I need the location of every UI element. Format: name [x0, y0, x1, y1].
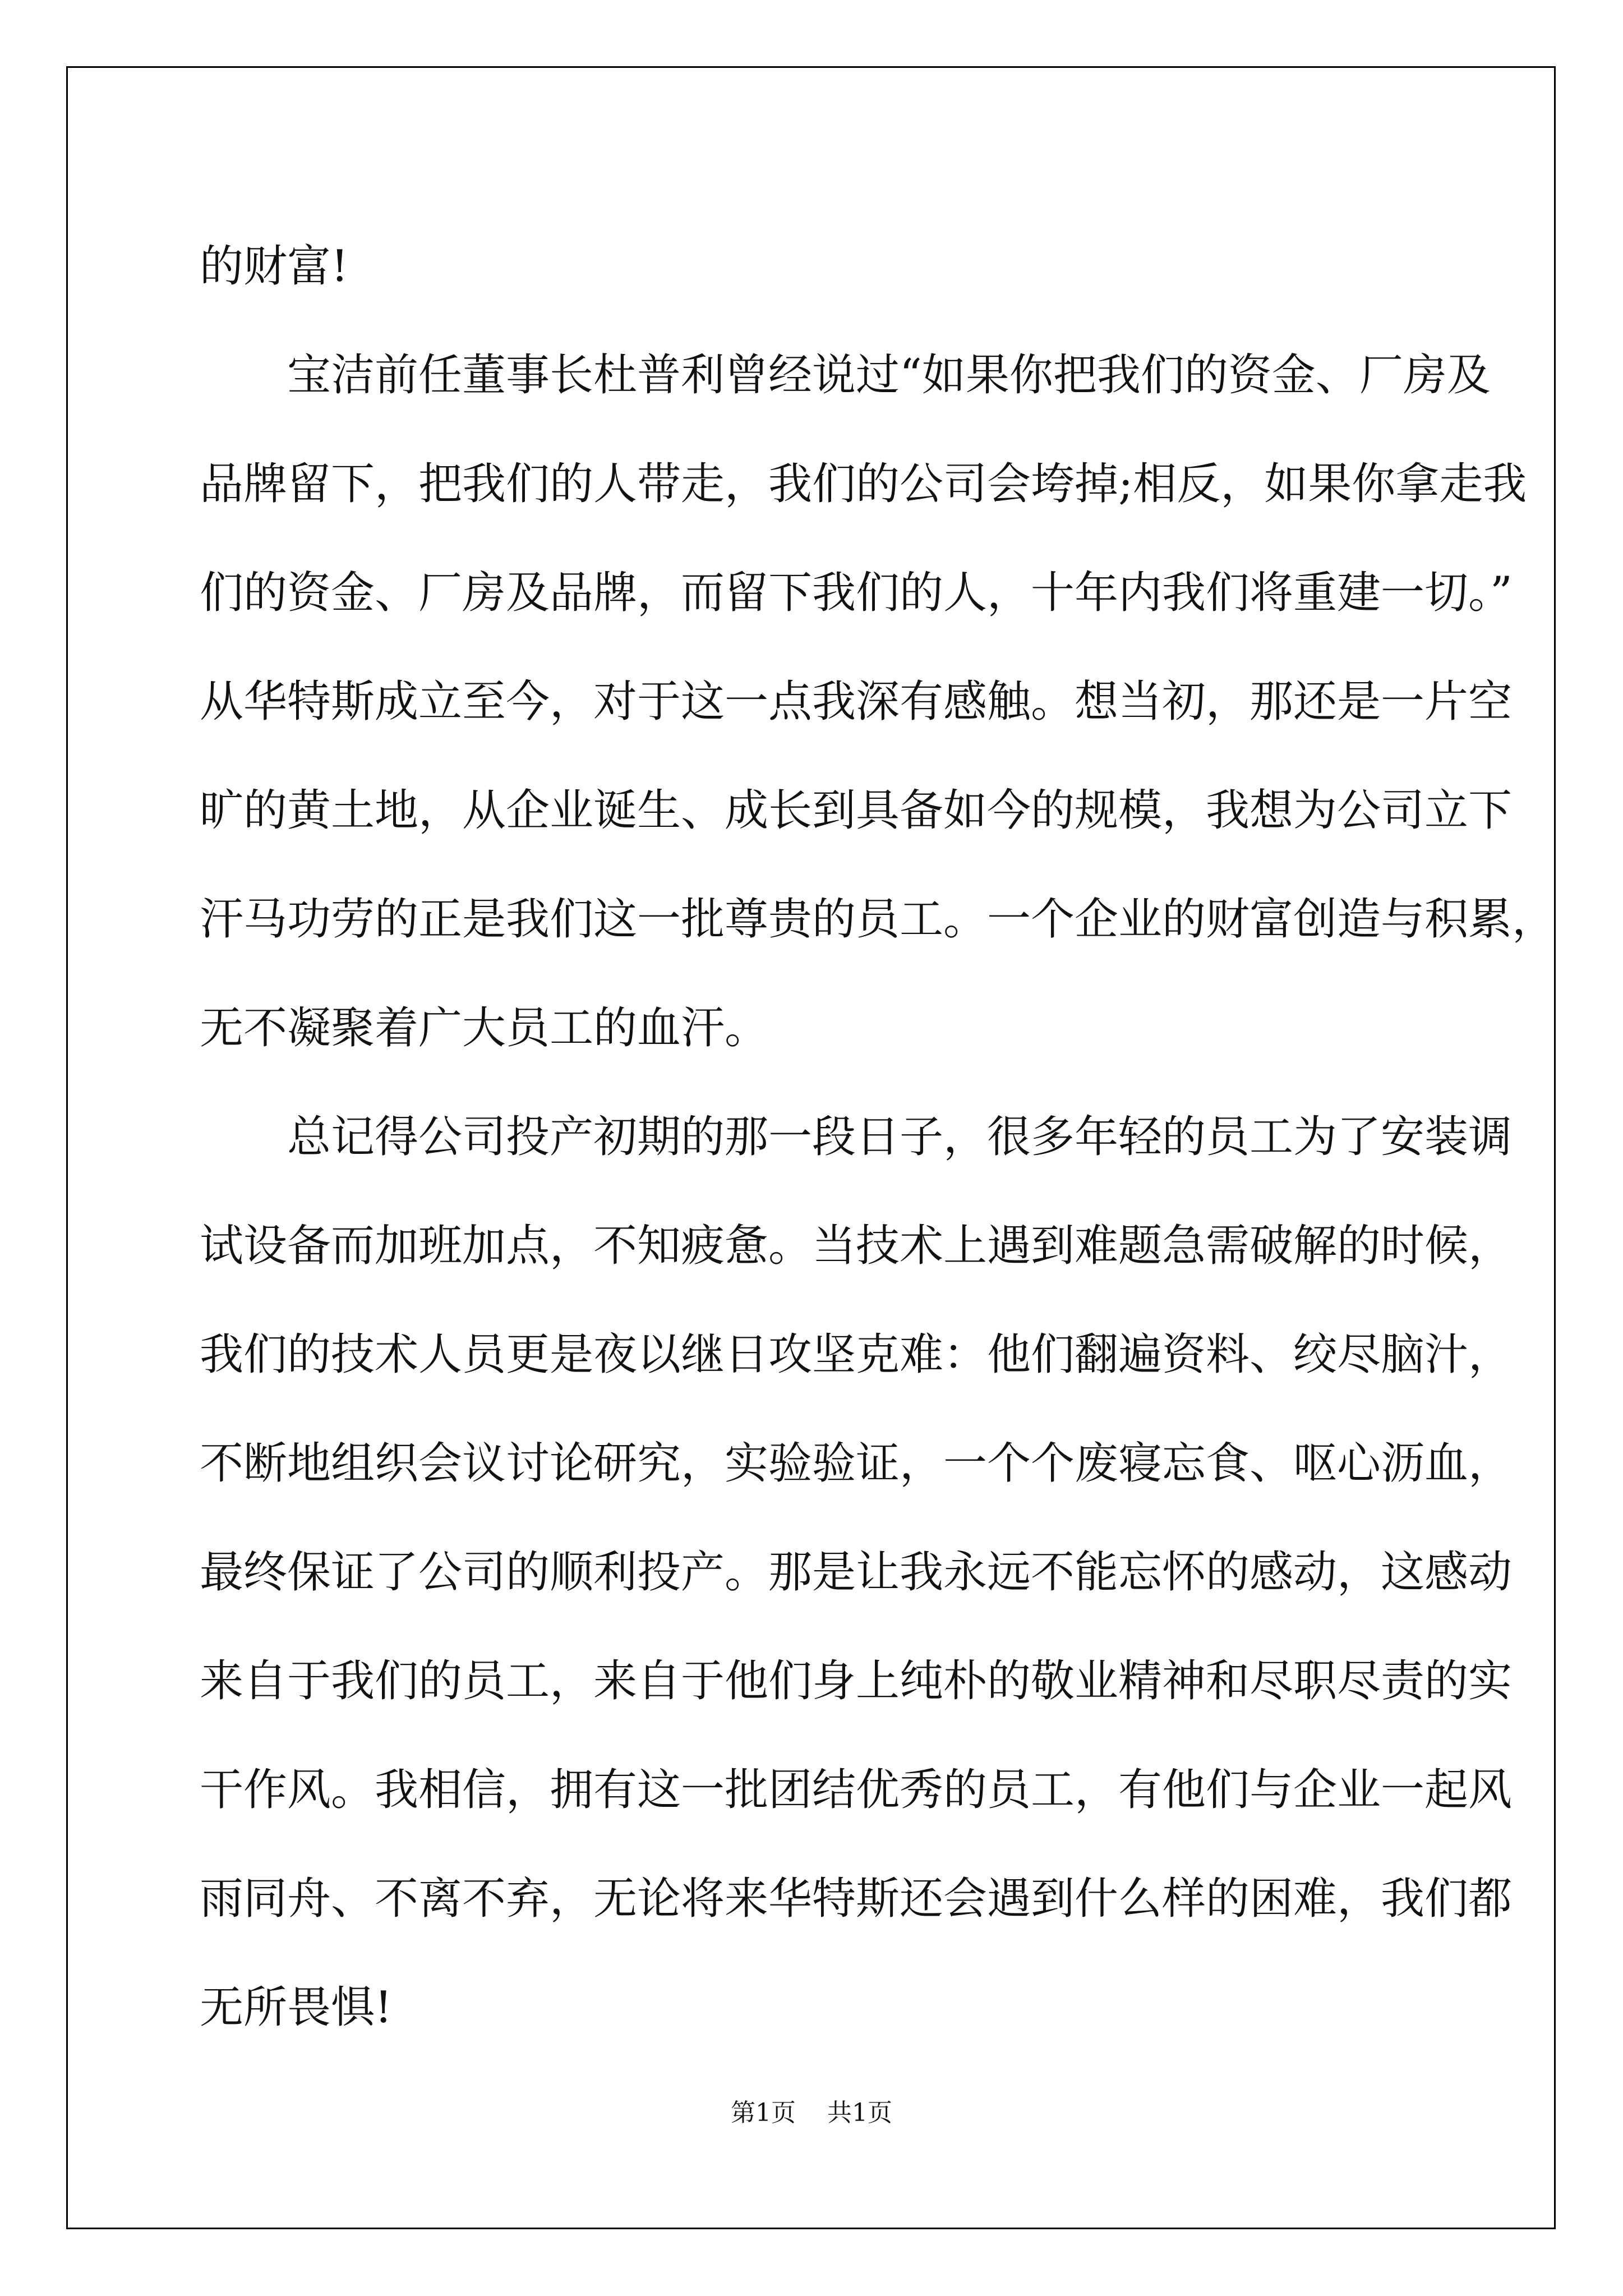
text-line: 干作风。我相信，拥有这一批团结优秀的员工，有他们与企业一起风 — [200, 1765, 1513, 1815]
text-line: 们的资金、厂房及品牌，而留下我们的人，十年内我们将重建一切。” — [200, 568, 1513, 618]
text-line: 从华特斯成立至今，对于这一点我深有感触。想当初，那还是一片空 — [200, 677, 1513, 727]
text-line: 最终保证了公司的顺利投产。那是让我永远不能忘怀的感动，这感动 — [200, 1547, 1513, 1598]
text-line: 来自于我们的员工，来自于他们身上纯朴的敬业精神和尽职尽责的实 — [200, 1656, 1513, 1706]
page-footer — [0, 2092, 1623, 2128]
text-line: 我们的技术人员更是夜以继日攻坚克难：他们翻遍资料、绞尽脑汁， — [200, 1329, 1513, 1380]
text-line: 旷的黄土地，从企业诞生、成长到具备如今的规模，我想为公司立下 — [200, 785, 1513, 836]
text-line: 汗马功劳的正是我们这一批尊贵的员工。一个企业的财富创造与积累， — [200, 894, 1556, 945]
text-line: 无不凝聚着广大员工的血汗。 — [200, 1003, 769, 1053]
text-line: 无所畏惧! — [200, 1982, 393, 2033]
text-line: 总记得公司投产初期的那一段日子，很多年轻的员工为了安装调 — [200, 1112, 1513, 1162]
text-line: 品牌留下，把我们的人带走，我们的公司会垮掉;相反，如果你拿走我 — [200, 459, 1527, 509]
text-line: 的财富! — [200, 241, 349, 292]
text-line: 雨同舟、不离不弃，无论将来华特斯还会遇到什么样的困难，我们都 — [200, 1874, 1513, 1924]
text-line: 试设备而加班加点，不知疲惫。当技术上遇到难题急需破解的时候， — [200, 1221, 1513, 1271]
document-body — [200, 212, 1556, 2062]
page-total: 共1页 — [827, 2099, 892, 2127]
text-line: 不断地组织会议讨论研究，实验验证，一个个废寝忘食、呕心沥血， — [200, 1438, 1513, 1489]
page-number: 第1页 — [731, 2099, 796, 2127]
text-line: 宝洁前任董事长杜普利曾经说过“如果你把我们的资金、厂房及 — [200, 350, 1491, 401]
